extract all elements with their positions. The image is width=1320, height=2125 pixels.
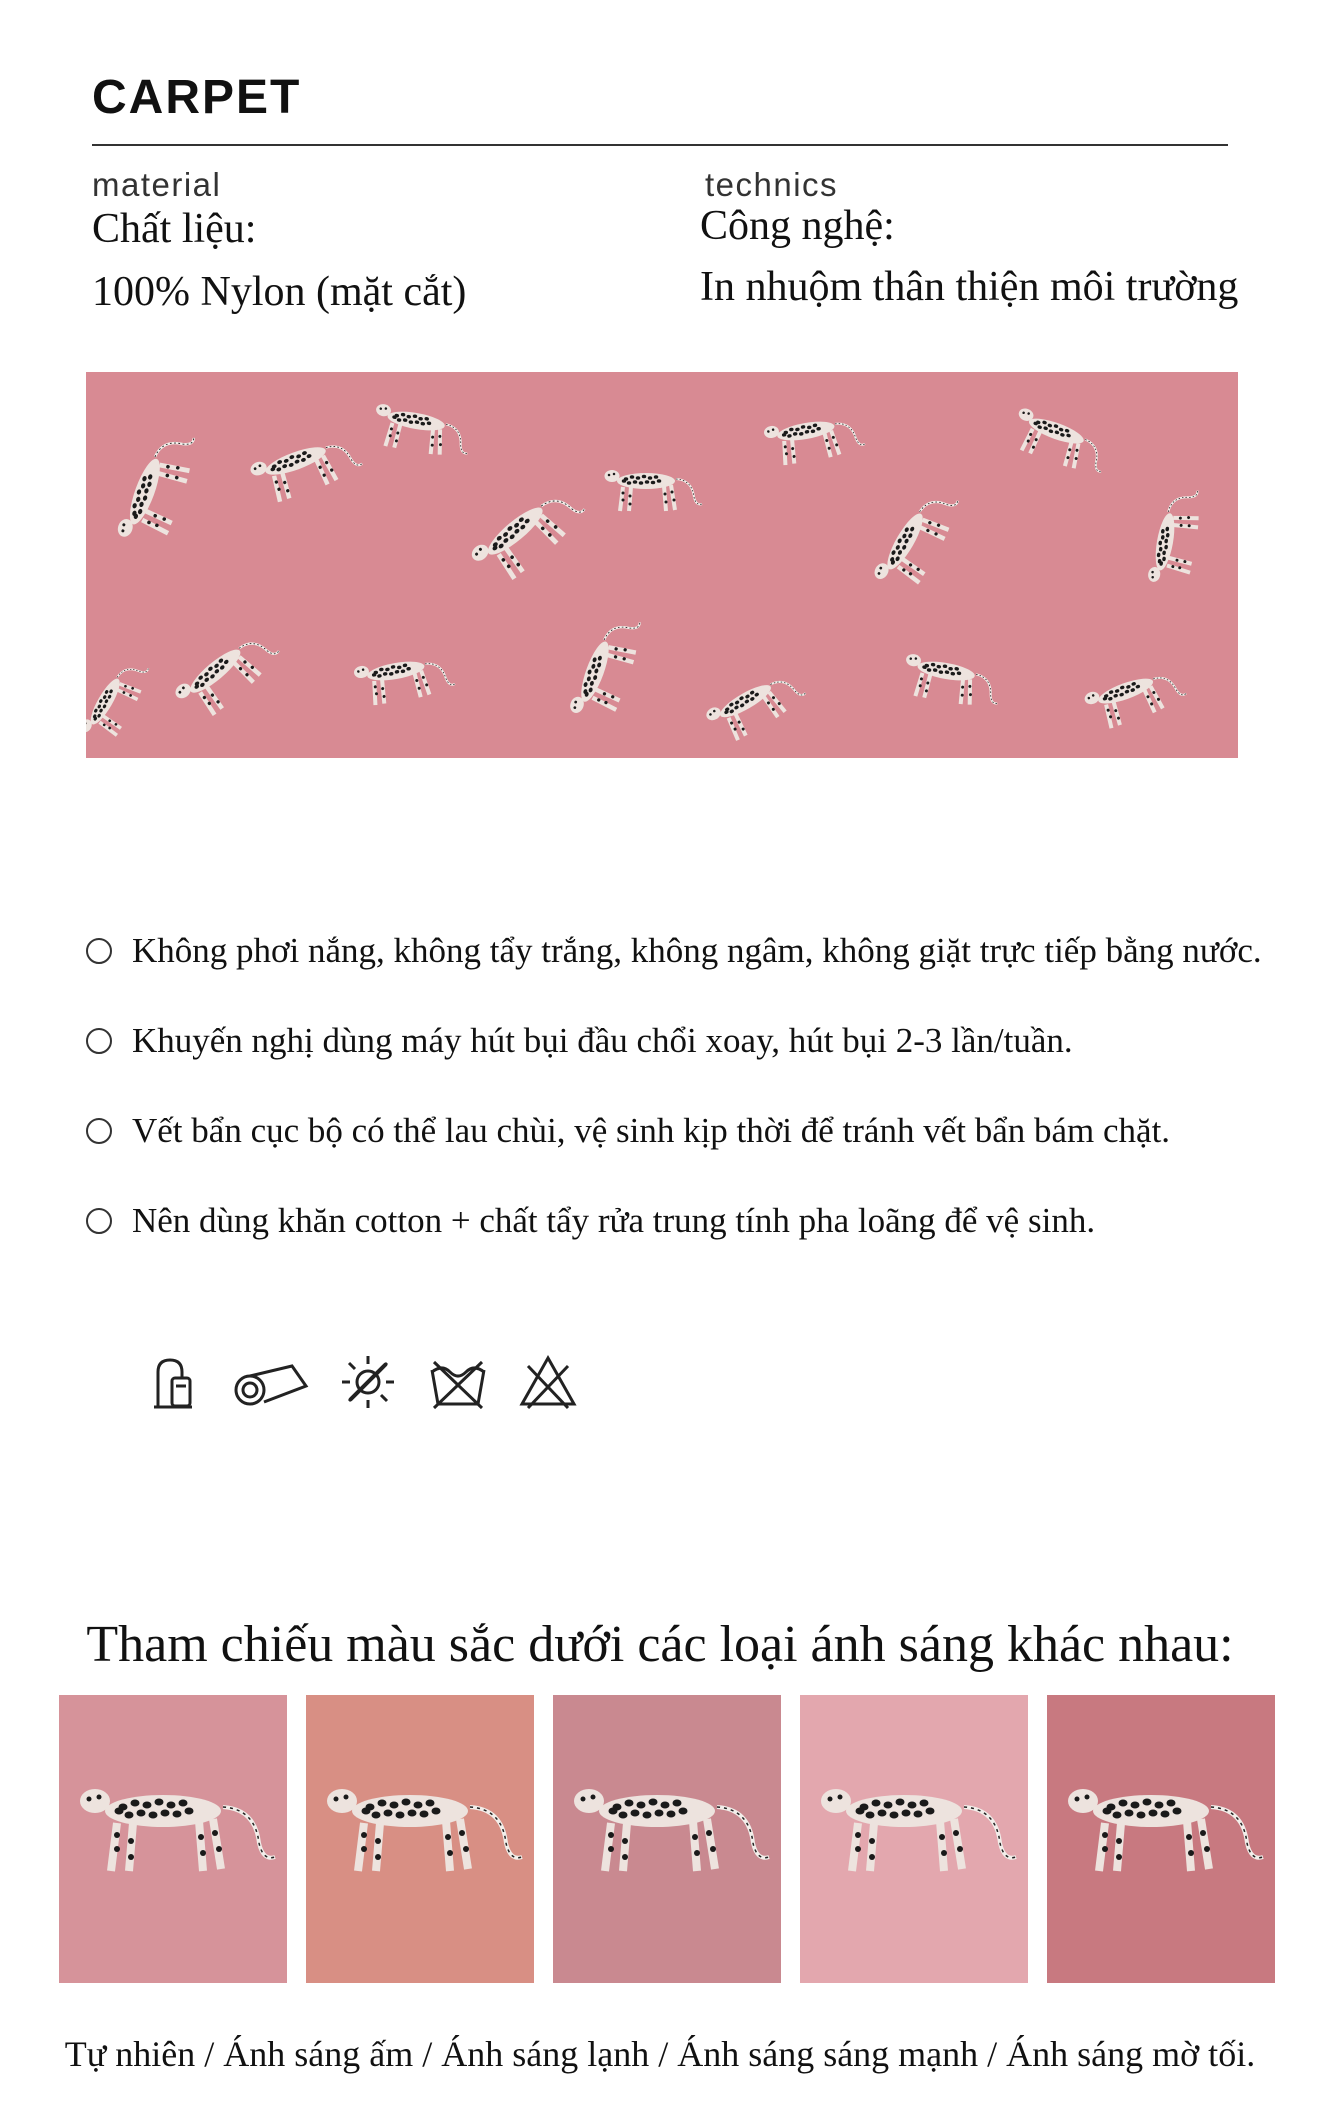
care-item: Vết bẩn cục bộ có thể lau chùi, vệ sinh kịp thời để tránh vết bẩn bám chặt. [86,1111,1170,1151]
care-icons [140,1350,580,1414]
care-item: Khuyến nghị dùng máy hút bụi đầu chổi xoay, hút bụi 2-3 lần/tuần. [86,1021,1073,1061]
technics-en-label: technics [705,166,839,203]
radio-circle-icon [86,1118,112,1144]
swatch-dim-light [1047,1695,1275,1983]
radio-circle-icon [86,938,112,964]
vacuum-icon [140,1350,204,1414]
swatch-natural [59,1695,287,1983]
no-wash-icon [426,1350,490,1414]
no-bleach-icon [516,1350,580,1414]
color-swatches [59,1695,1275,1983]
color-reference-caption: Tự nhiên / Ánh sáng ấm / Ánh sáng lạnh / Ánh sáng sáng mạnh / Ánh sáng mờ tối. [64,2034,1256,2074]
material-en-label: material [92,166,222,203]
radio-circle-icon [86,1028,112,1054]
carpet-pattern-image [86,372,1238,758]
care-item: Không phơi nắng, không tẩy trắng, không ngâm, không giặt trực tiếp bằng nước. [86,931,1262,971]
material-value: 100% Nylon (mặt cắt) [92,269,467,315]
swatch-bright-light [800,1695,1028,1983]
material-label: Chất liệu: [92,206,257,252]
page-title: CARPET [92,71,302,124]
technics-value: In nhuộm thân thiện môi trường [700,264,1239,310]
color-reference-title: Tham chiếu màu sắc dưới các loại ánh sáng khác nhau: [86,1616,1234,1673]
no-sun-icon [336,1350,400,1414]
swatch-cool-light [553,1695,781,1983]
technics-label: Công nghệ: [700,203,895,249]
swatch-warm-light [306,1695,534,1983]
care-item: Nên dùng khăn cotton + chất tẩy rửa trung tính pha loãng để vệ sinh. [86,1201,1095,1241]
radio-circle-icon [86,1208,112,1234]
title-divider [92,144,1228,146]
rolled-carpet-icon [230,1350,310,1414]
